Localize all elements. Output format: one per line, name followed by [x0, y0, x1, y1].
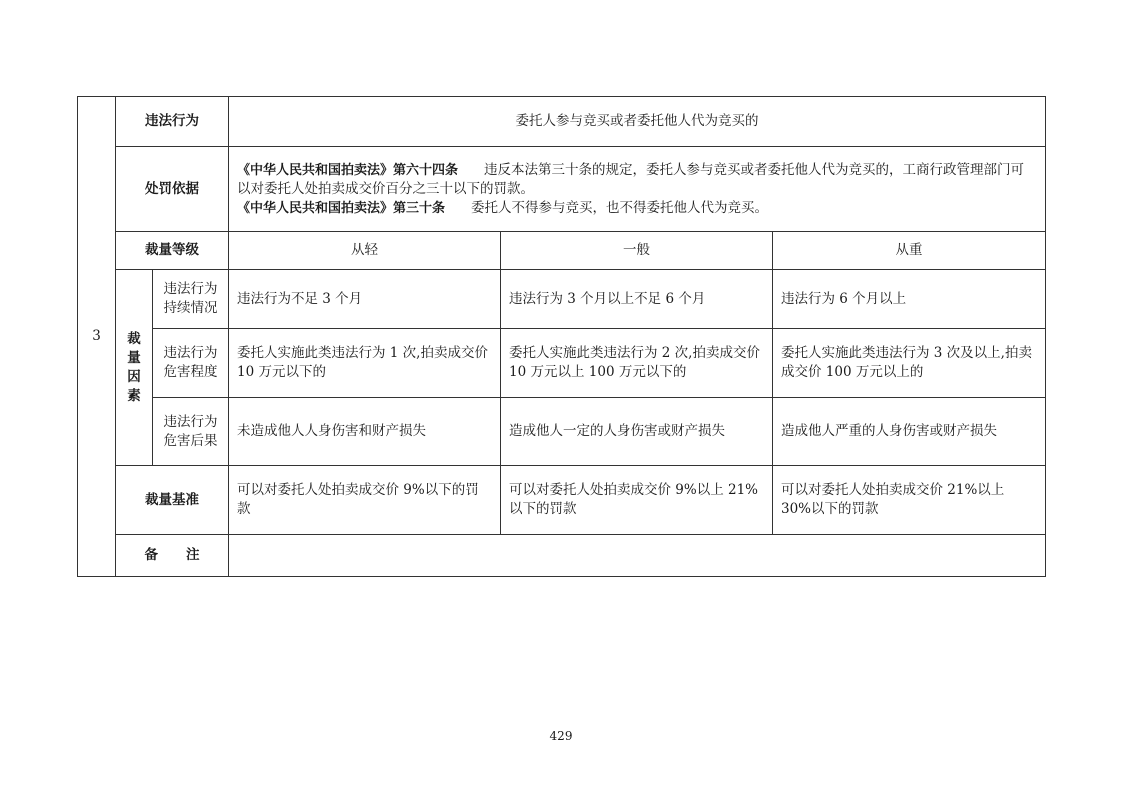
remarks-value: [229, 535, 1046, 577]
row-factor-duration: [78, 270, 1046, 329]
page-number: 429: [549, 729, 573, 743]
row-number-cell: 3: [78, 97, 116, 577]
standard-normal: 可以对委托人处拍卖成交价 9%以上 21%以下的罚款: [501, 466, 773, 535]
row-illegal-act: [78, 97, 1046, 147]
row-penalty-basis: [78, 147, 1046, 232]
discretion-standard-table: [77, 96, 1046, 577]
factor-normal: 造成他人一定的人身伤害或财产损失: [501, 398, 773, 466]
illegal-act-label: 违法行为: [116, 97, 229, 147]
row-factor-consequence: [78, 398, 1046, 466]
factor-heavy: 违法行为 6 个月以上: [773, 270, 1046, 329]
row-remarks: [78, 535, 1046, 577]
factor-label: 违法行为 持续情况: [153, 270, 229, 329]
factors-group-label: 裁 量 因 素: [116, 270, 153, 466]
standard-light: 可以对委托人处拍卖成交价 9%以下的罚款: [229, 466, 501, 535]
standard-label: 裁量基准: [116, 466, 229, 535]
law2-title: 《中华人民共和国拍卖法》第三十条: [237, 200, 446, 216]
law-citation-2: [237, 199, 1037, 218]
illegal-act-value: 委托人参与竞买或者委托他人代为竞买的: [229, 97, 1046, 147]
level-normal: 一般: [501, 232, 773, 270]
row-factor-severity: [78, 329, 1046, 398]
factor-light: 违法行为不足 3 个月: [229, 270, 501, 329]
factor-light: 委托人实施此类违法行为 1 次,拍卖成交价 10 万元以下的: [229, 329, 501, 398]
factor-normal: 委托人实施此类违法行为 2 次,拍卖成交价 10 万元以上 100 万元以下的: [501, 329, 773, 398]
law1-text: 违反本法第三十条的规定，委托人参与竞买或者委托他人代为竞买的，工商行政管理部门可以对委托人处拍卖成交价百分之三十以下的罚款。: [237, 161, 1025, 197]
law1-title: 《中华人民共和国拍卖法》第六十四条: [237, 162, 459, 178]
level-light: 从轻: [229, 232, 501, 270]
row-levels: [78, 232, 1046, 270]
factor-light: 未造成他人人身伤害和财产损失: [229, 398, 501, 466]
standard-heavy: 可以对委托人处拍卖成交价 21%以上 30%以下的罚款: [773, 466, 1046, 535]
law-citation-1: [237, 161, 1037, 199]
level-heavy: 从重: [773, 232, 1046, 270]
remarks-label: 备 注: [116, 535, 229, 577]
factor-label: 违法行为 危害程度: [153, 329, 229, 398]
factor-normal: 违法行为 3 个月以上不足 6 个月: [501, 270, 773, 329]
law2-text: 委托人不得参与竞买，也不得委托他人代为竞买。: [471, 199, 769, 216]
factor-heavy: 委托人实施此类违法行为 3 次及以上,拍卖成交价 100 万元以上的: [773, 329, 1046, 398]
factor-heavy: 造成他人严重的人身伤害或财产损失: [773, 398, 1046, 466]
penalty-basis-content: [229, 147, 1046, 232]
penalty-basis-label: 处罚依据: [116, 147, 229, 232]
factor-label: 违法行为 危害后果: [153, 398, 229, 466]
row-standard: [78, 466, 1046, 535]
levels-label: 裁量等级: [116, 232, 229, 270]
